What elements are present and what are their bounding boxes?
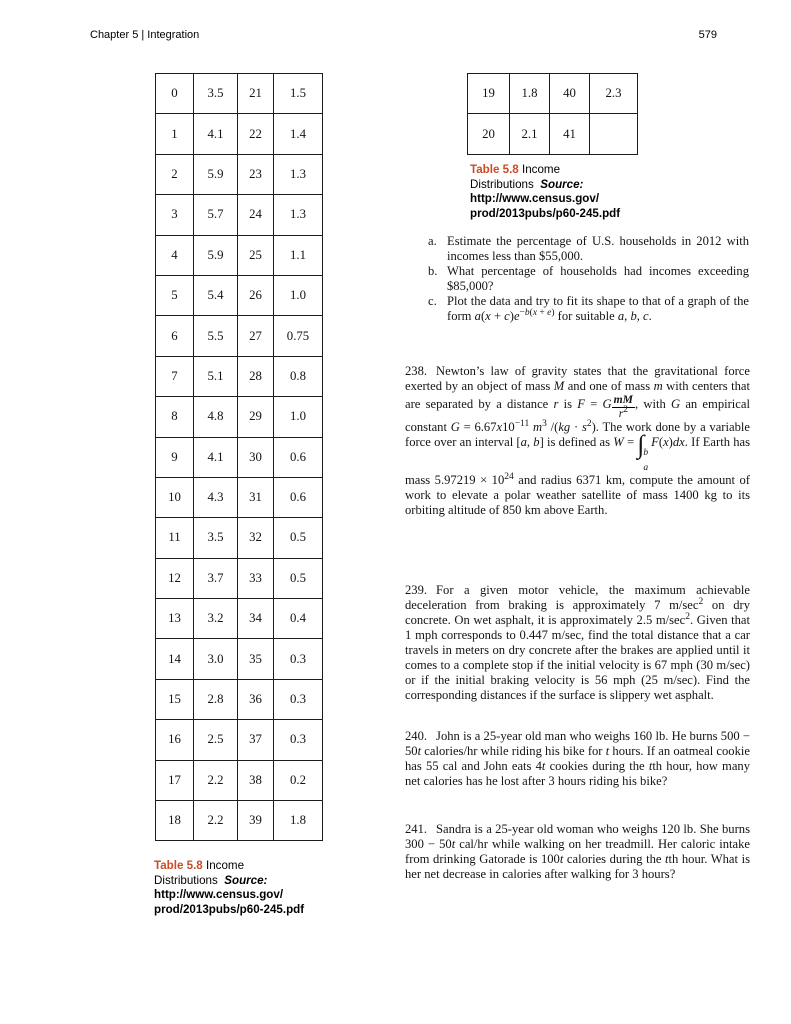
problem-240	[405, 729, 750, 789]
table-row	[156, 275, 323, 315]
table-cell: 3.7	[194, 558, 238, 598]
table-caption-url-line1: http://www.census.gov/	[470, 192, 600, 206]
table-cell: 21	[238, 74, 274, 114]
table-cell: 0.4	[274, 599, 323, 639]
table-cell: 2.1	[510, 114, 550, 154]
table-row	[156, 720, 323, 760]
table-cell	[590, 114, 638, 154]
table-cell: 0.3	[274, 639, 323, 679]
table-cell: 18	[156, 801, 194, 841]
table-cell: 1.0	[274, 275, 323, 315]
table-caption-left	[154, 859, 349, 918]
table-cell: 15	[156, 679, 194, 719]
table-cell: 1.3	[274, 154, 323, 194]
table-cell: 30	[238, 437, 274, 477]
table-row	[156, 316, 323, 356]
table-cell: 32	[238, 518, 274, 558]
problem-238-text: Newton’s law of gravity states that the gravitational force exerted by an object of mass M and one of mass m with centers that are separated by a distance r is F = G $\frac{mM}{r^2}$ , with G an empirical constant $G = 6.67x10^{-11}$ $m^3$ $/(kg \cdot s^2)$. The work done by a variable force over an interval [a, b] is defined as W = ∫ b a F(x)dx. If Earth has mass $5.97219 \times 10^{24}$ and radius 6371 km, compute the amount of work to elevate a polar weather satellite of mass 1400 kg to its orbiting altitude of 850 km above Earth.	[405, 364, 751, 518]
table-cell: 25	[238, 235, 274, 275]
table-caption-url-line1: http://www.census.gov/	[154, 888, 284, 902]
table-cell: 5.1	[194, 356, 238, 396]
table-row	[156, 74, 323, 114]
list-item-b-text: What percentage of households had incomes exceeding $85,000?	[447, 264, 749, 293]
list-marker-a: a.	[428, 234, 437, 248]
table-cell: 2.8	[194, 679, 238, 719]
table-cell: 5.4	[194, 275, 238, 315]
table-cell: 39	[238, 801, 274, 841]
problem-241	[405, 822, 750, 882]
table-cell: 1.8	[274, 801, 323, 841]
income-table-left-body	[156, 74, 323, 841]
table-row	[156, 801, 323, 841]
table-cell: 17	[156, 760, 194, 800]
table-row	[468, 74, 638, 114]
table-caption-title-2: Distributions	[470, 177, 534, 191]
table-cell: 1.1	[274, 235, 323, 275]
table-cell: 22	[238, 114, 274, 154]
table-cell: 2.3	[590, 74, 638, 114]
list-item-c-text: Plot the data and try to fit its shape to that of a graph of the form $a(x + c)e^{-b(x + e)}$ for suitable a, b, c.	[447, 294, 749, 323]
table-cell: 3.5	[194, 518, 238, 558]
problem-241-number: 241.	[405, 822, 428, 836]
list-marker-b: b.	[428, 264, 438, 278]
table-cell: 1	[156, 114, 194, 154]
table-cell: 35	[238, 639, 274, 679]
table-cell: 7	[156, 356, 194, 396]
table-cell: 1.3	[274, 195, 323, 235]
table-cell: 2.5	[194, 720, 238, 760]
table-cell: 1.4	[274, 114, 323, 154]
table-cell: 12	[156, 558, 194, 598]
table-cell: 0	[156, 74, 194, 114]
list-item-c	[428, 294, 749, 324]
table-cell: 33	[238, 558, 274, 598]
table-cell: 3.5	[194, 74, 238, 114]
table-cell: 41	[550, 114, 590, 154]
table-cell: 0.75	[274, 316, 323, 356]
table-row	[468, 114, 638, 154]
table-row	[156, 518, 323, 558]
table-cell: 0.5	[274, 558, 323, 598]
table-row	[156, 760, 323, 800]
table-cell: 20	[468, 114, 510, 154]
table-cell: 2.2	[194, 760, 238, 800]
page-number: 579	[698, 29, 717, 41]
table-cell: 5.9	[194, 235, 238, 275]
table-caption-url-line2: prod/2013pubs/p60-245.pdf	[154, 903, 305, 917]
list-marker-c: c.	[428, 294, 437, 308]
table-cell: 9	[156, 437, 194, 477]
table-caption-right	[470, 163, 680, 222]
table-caption-url-line2: prod/2013pubs/p60-245.pdf	[470, 207, 621, 221]
table-cell: 5.7	[194, 195, 238, 235]
table-cell: 8	[156, 397, 194, 437]
table-cell: 23	[238, 154, 274, 194]
table-caption-source-label: Source:	[224, 873, 268, 887]
table-caption-number: Table 5.8	[470, 163, 519, 176]
table-cell: 10	[156, 477, 194, 517]
page-header	[90, 29, 717, 41]
table-row	[156, 195, 323, 235]
table-cell: 26	[238, 275, 274, 315]
table-cell: 4.3	[194, 477, 238, 517]
table-cell: 4.1	[194, 114, 238, 154]
table-cell: 27	[238, 316, 274, 356]
table-cell: 24	[238, 195, 274, 235]
table-cell: 36	[238, 679, 274, 719]
table-row	[156, 356, 323, 396]
list-item-a	[428, 234, 749, 264]
table-row	[156, 558, 323, 598]
table-cell: 2	[156, 154, 194, 194]
table-cell: 4	[156, 235, 194, 275]
table-cell: 1.8	[510, 74, 550, 114]
table-cell: 1.0	[274, 397, 323, 437]
problem-241-text: Sandra is a 25-year old woman who weighs 120 lb. She burns 300 − 50t cal/hr while walking on her treadmill. Her caloric intake from drinking Gatorade is 100t calories during the tth hour. What is her net decrease in calories after walking for 3 hours?	[405, 822, 751, 881]
table-cell: 1.5	[274, 74, 323, 114]
table-cell: 6	[156, 316, 194, 356]
problem-240-number: 240.	[405, 729, 428, 743]
table-cell: 5.9	[194, 154, 238, 194]
table-cell: 0.8	[274, 356, 323, 396]
table-cell: 0.5	[274, 518, 323, 558]
problem-238	[405, 364, 750, 518]
table-cell: 19	[468, 74, 510, 114]
table-cell: 0.6	[274, 477, 323, 517]
table-caption-source-label: Source:	[540, 177, 584, 191]
problem-239-number: 239.	[405, 583, 428, 597]
table-row	[156, 437, 323, 477]
table-cell: 0.3	[274, 679, 323, 719]
table-cell: 38	[238, 760, 274, 800]
table-row	[156, 114, 323, 154]
table-cell: 34	[238, 599, 274, 639]
table-row	[156, 477, 323, 517]
table-cell: 5.5	[194, 316, 238, 356]
table-cell: 28	[238, 356, 274, 396]
table-cell: 2.2	[194, 801, 238, 841]
table-caption-title-2: Distributions	[154, 873, 218, 887]
table-row	[156, 599, 323, 639]
table-cell: 0.6	[274, 437, 323, 477]
exercise-sublist	[428, 234, 749, 324]
table-cell: 0.3	[274, 720, 323, 760]
table-row	[156, 679, 323, 719]
table-caption-number: Table 5.8	[154, 859, 203, 872]
table-row	[156, 639, 323, 679]
income-table-right-body	[468, 74, 638, 155]
table-cell: 40	[550, 74, 590, 114]
table-cell: 0.2	[274, 760, 323, 800]
problem-239	[405, 583, 750, 703]
table-cell: 11	[156, 518, 194, 558]
table-cell: 16	[156, 720, 194, 760]
table-cell: 3.2	[194, 599, 238, 639]
table-row	[156, 154, 323, 194]
table-cell: 13	[156, 599, 194, 639]
table-cell: 3	[156, 195, 194, 235]
list-item-a-text: Estimate the percentage of U.S. households in 2012 with incomes less than $55,000.	[447, 234, 749, 263]
table-row	[156, 235, 323, 275]
table-cell: 14	[156, 639, 194, 679]
table-row	[156, 397, 323, 437]
table-cell: 29	[238, 397, 274, 437]
table-caption-title: Income	[206, 859, 245, 872]
income-table-left	[155, 73, 323, 841]
table-cell: 5	[156, 275, 194, 315]
table-cell: 4.1	[194, 437, 238, 477]
table-cell: 4.8	[194, 397, 238, 437]
problem-239-text: For a given motor vehicle, the maximum achievable deceleration from braking is approximately 7 $m/\sec^2$ on dry concrete. On wet asphalt, it is approximately 2.5 $m/\sec^2$. Given that 1 mph corresponds to 0.447 m/sec, find the total distance that a car travels in meters on dry concrete after the brakes are applied until it comes to a complete stop if the initial velocity is 67 mph (30 m/sec) or if the initial braking velocity is 56 mph (25 m/sec). Find the corresponding distances if the surface is slippery wet asphalt.	[405, 583, 750, 702]
table-caption-title: Income	[522, 163, 561, 176]
problem-240-text: John is a 25-year old man who weighs 160 lb. He burns 500 − 50t calories/hr while riding his bike for t hours. If an oatmeal cookie has 55 cal and John eats 4t cookies during the tth hour, how many net calories has he lost after 3 hours riding his bike?	[405, 729, 750, 788]
running-head: Chapter 5 | Integration	[90, 29, 200, 41]
list-item-b	[428, 264, 749, 294]
table-cell: 31	[238, 477, 274, 517]
table-cell: 3.0	[194, 639, 238, 679]
income-table-right	[467, 73, 638, 155]
table-cell: 37	[238, 720, 274, 760]
problem-238-number: 238.	[405, 364, 428, 378]
